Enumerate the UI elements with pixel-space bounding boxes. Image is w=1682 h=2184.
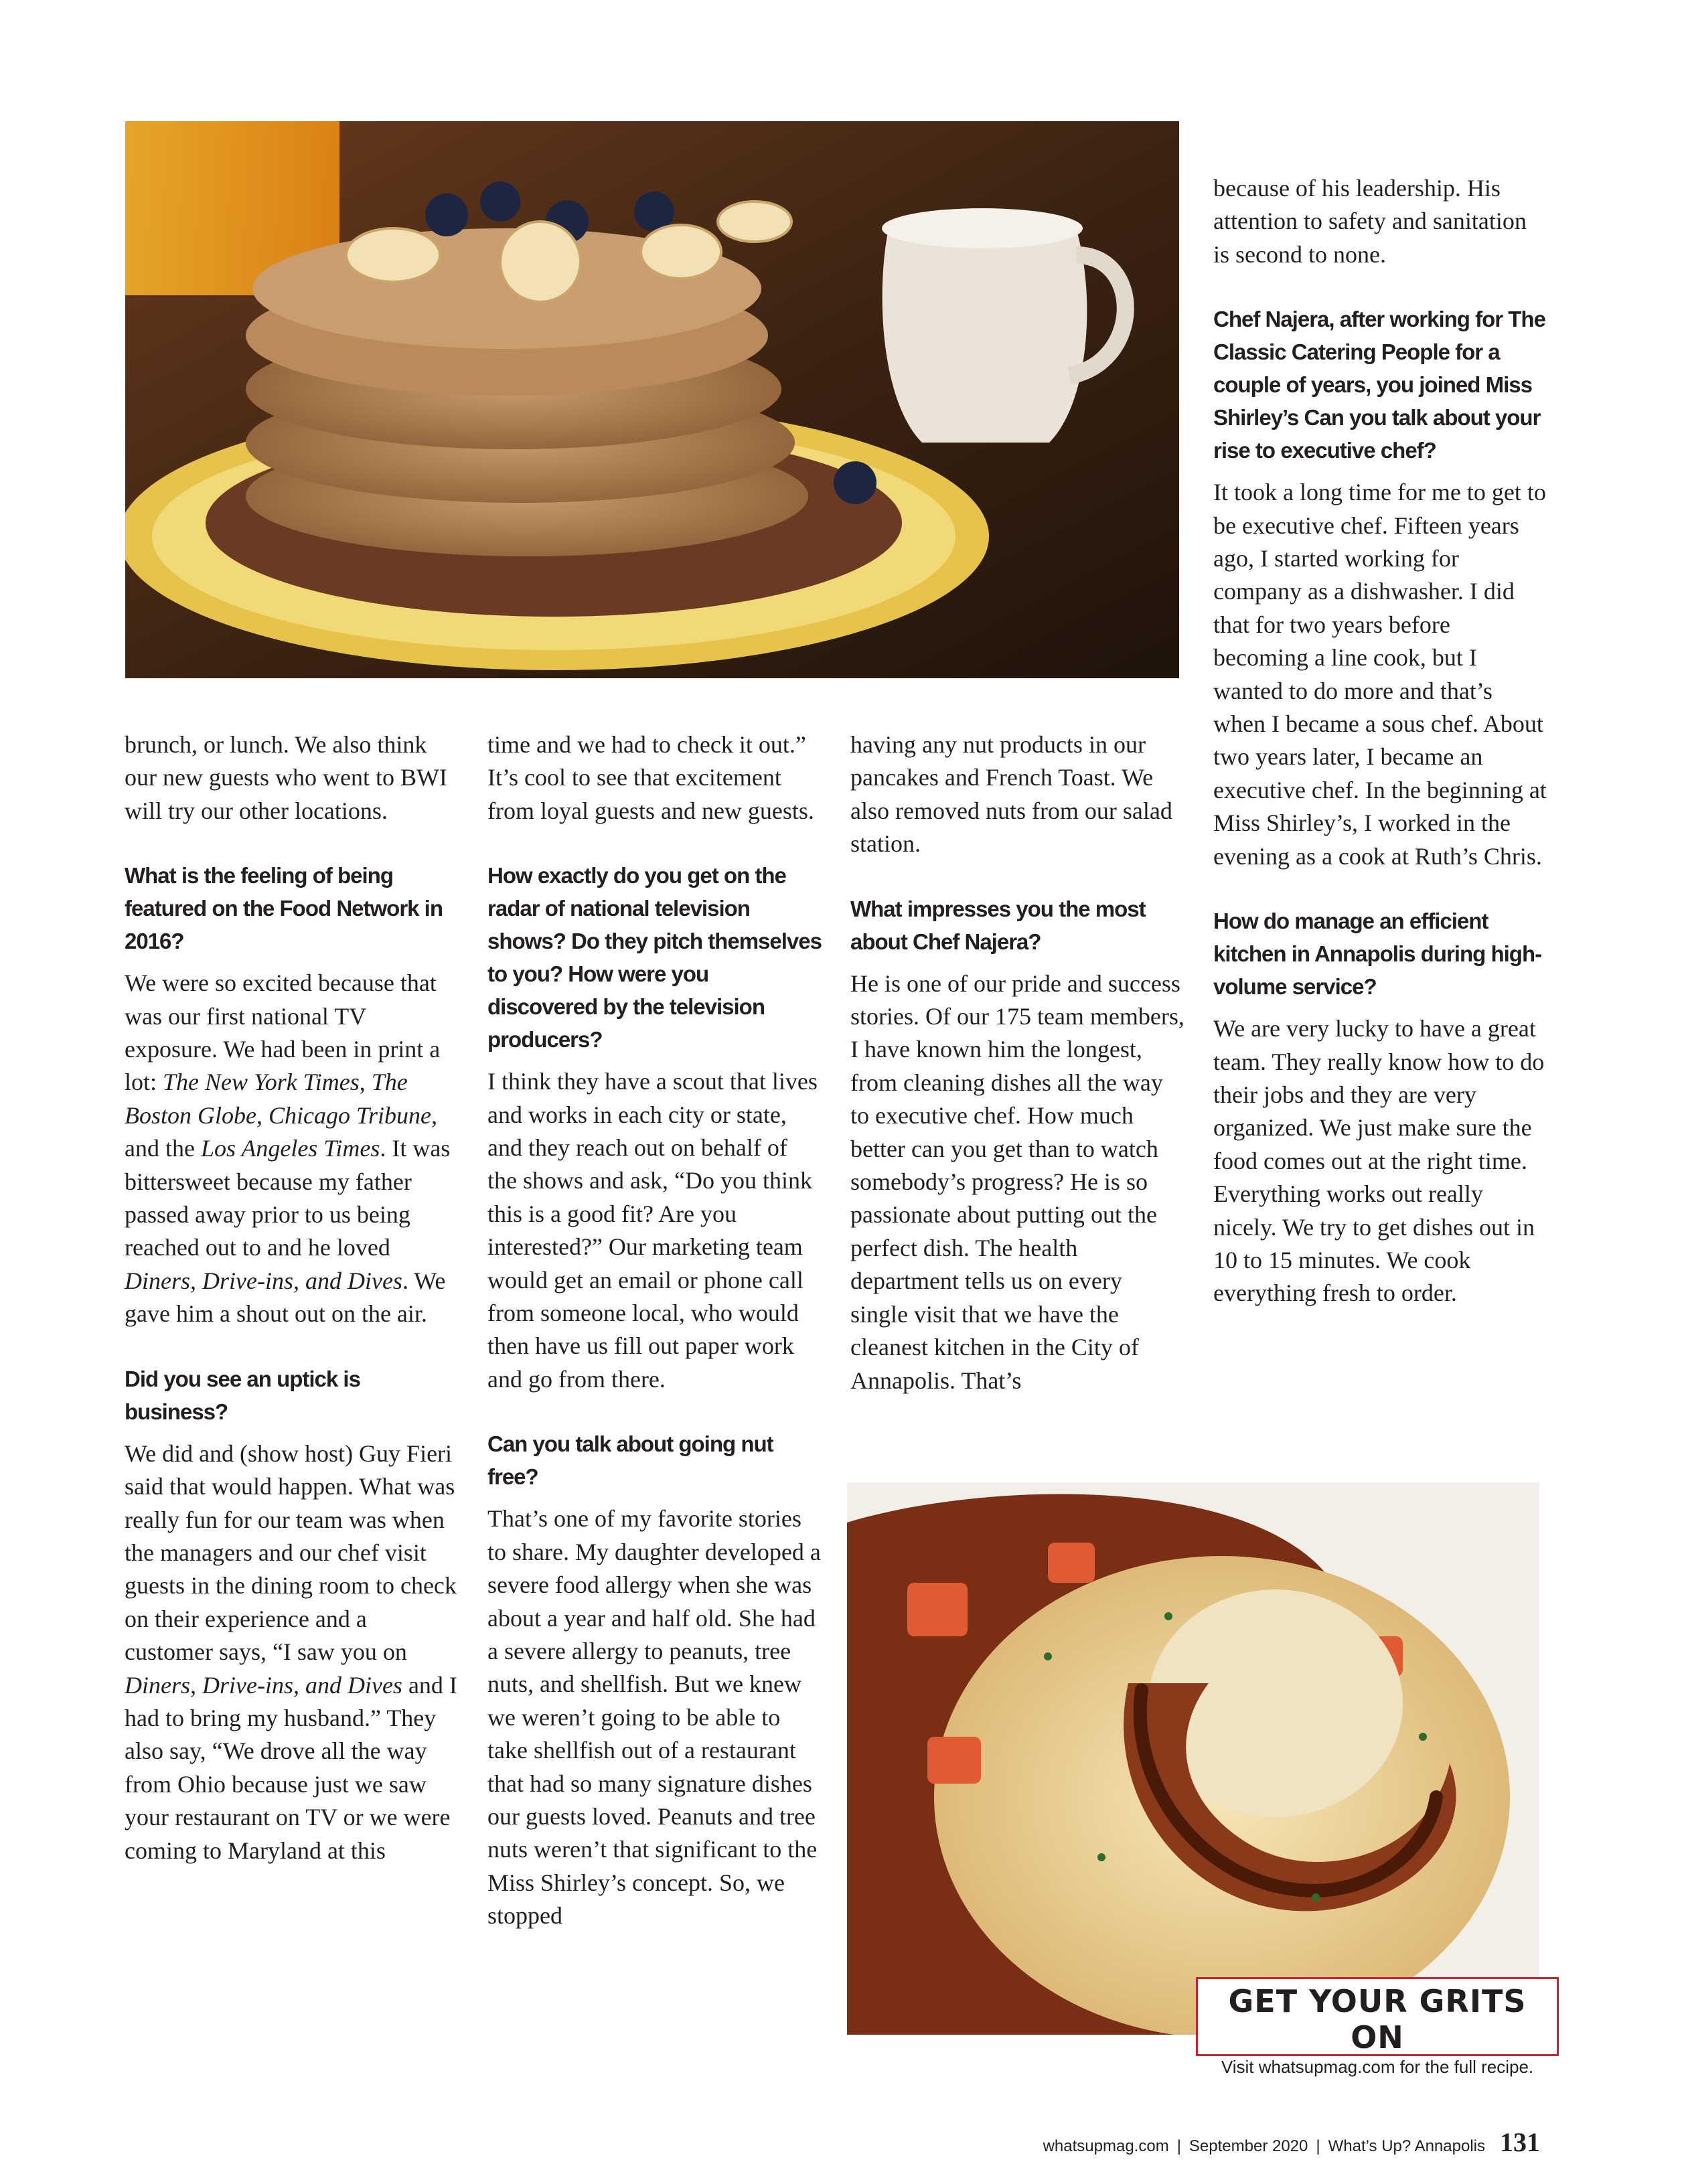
paragraph: time and we had to check it out.” It’s cool to see that excitement from loyal guests and new guests. xyxy=(487,731,814,824)
column-4 xyxy=(1213,172,1548,1310)
paragraph: brunch, or lunch. We also think our new guests who went to BWI will try our other locations. xyxy=(125,731,447,824)
text-run: , and the xyxy=(125,1101,438,1162)
text-run: . It was bittersweet because my father passed away prior to us being reached out to and he loved xyxy=(125,1135,451,1261)
callout-title: GET YOUR GRITS ON xyxy=(1228,1983,1527,2055)
answer-paragraph: He is one of our pride and success stories. Of our 175 team members, I have known him the longest, from cleaning dishes all the way to executive chef. How much better can you get than to watch somebody’s progress? He is so passionate about putting out the perfect dish. The health department tells us on every single visit that we have the cleanest kitchen in the City of Annapolis. That’s xyxy=(850,969,1184,1394)
shrimp-grits-photo xyxy=(847,1482,1539,2035)
answer-paragraph xyxy=(125,1437,459,1867)
publication-title: The New York Times xyxy=(163,1069,360,1096)
answer-paragraph: That’s one of my favorite stories to share. My daughter developed a severe food allergy when she was about a year and half old. She had a severe allergy to peanuts, tree nuts, and shellfish. But we knew we weren’t going to be able to take shellfish out of a restaurant that had so many signature dishes our guests loved. Peanuts and tree nuts weren’t that significant to the Miss Shirley’s concept. So, we stopped xyxy=(487,1505,821,1930)
show-title: Diners, Drive-ins, and Dives xyxy=(125,1267,402,1294)
column-3 xyxy=(850,728,1185,1397)
text-run: . We gave him a shout out on the air. xyxy=(125,1267,446,1328)
publication-title: Chicago Tribune xyxy=(268,1101,432,1129)
footer-site[interactable]: whatsupmag.com xyxy=(1043,2137,1169,2155)
pancakes-photo xyxy=(125,121,1179,678)
footer-separator: | xyxy=(1176,2137,1181,2155)
show-title: Diners, Drive-ins, and Dives xyxy=(125,1671,402,1699)
paragraph: because of his leadership. His attention to safety and sanitation is second to none. xyxy=(1213,175,1527,268)
recipe-callout xyxy=(1196,1977,1559,2077)
question-heading: Did you see an uptick is business? xyxy=(125,1366,360,1424)
text-run: We were so excited because that was our first national TV exposure. We had been in print a lot: xyxy=(125,969,441,1096)
page-number: 131 xyxy=(1500,2127,1540,2157)
answer-paragraph: I think they have a scout that lives and works in each city or state, and they reach out on behalf of the shows and ask, “Do you think this is a good fit? Are you interested?” Our marketing team would get an email or phone call from someone local, who would then have us fill out paper work and go from there. xyxy=(487,1068,818,1393)
column-2 xyxy=(487,728,822,1933)
question-heading: How exactly do you get on the radar of national television shows? Do they pitch themselves to you? How were you discovered by the television producers? xyxy=(487,863,822,1052)
answer-paragraph: It took a long time for me to get to be executive chef. Fifteen years ago, I started working for company as a dishwasher. I did that for two years before becoming a line cook, but I wanted to do more and that’s when I became a sous chef. About two years later, I became an executive chef. In the beginning at Miss Shirley’s, I worked in the evening as a cook at Ruth’s Chris. xyxy=(1213,479,1547,870)
publication-title: Los Angeles Times xyxy=(200,1135,380,1162)
column-1 xyxy=(125,728,459,1867)
page-footer xyxy=(1043,2126,1540,2158)
shrimp-grits-illustration xyxy=(847,1482,1539,2035)
question-heading: Chef Najera, after working for The Classic Catering People for a couple of years, you joined Miss Shirley’s Can you talk about your rise to executive chef? xyxy=(1213,307,1545,463)
callout-link[interactable]: Visit whatsupmag.com for the full recipe. xyxy=(1221,2057,1534,2077)
question-heading: How do manage an efficient kitchen in Annapolis during high-volume service? xyxy=(1213,909,1542,1000)
text-run: and I had to bring my husband.” They also say, “We drove all the way from Ohio because just we saw your restaurant on TV or we were coming to Maryland at this xyxy=(125,1671,457,1864)
footer-separator: | xyxy=(1316,2137,1320,2155)
pancakes-illustration xyxy=(125,121,1179,678)
question-heading: What is the feeling of being featured on the Food Network in 2016? xyxy=(125,863,443,954)
publication-title: The Boston Globe xyxy=(125,1069,408,1129)
footer-publication: What’s Up? Annapolis xyxy=(1328,2137,1485,2155)
paragraph: having any nut products in our pancakes and French Toast. We also removed nuts from our salad station. xyxy=(850,731,1172,858)
question-heading: What impresses you the most about Chef Najera? xyxy=(850,896,1146,954)
footer-date: September 2020 xyxy=(1189,2137,1308,2155)
question-heading: Can you talk about going nut free? xyxy=(487,1431,773,1490)
answer-paragraph: We are very lucky to have a great team. They really know how to do their jobs and they are very organized. We just make sure the food comes out at the right time. Everything works out really nicely. We try to get dishes out in 10 to 15 minutes. We cook everything fresh to order. xyxy=(1213,1015,1545,1307)
text-run: We did and (show host) Guy Fieri said that would happen. What was really fun for our team was when the managers and our chef visit guests in the dining room to check on their experience and a customer says, “I saw you on xyxy=(125,1439,457,1666)
answer-paragraph: We were so excited because that was our first national TV exposure. We had been in print a lot: The New York Times, The Boston Globe, Chicago Tribune, and the Los Angeles Times. It was bittersweet because my father passed away prior to us being reached out to and he loved Diners, Drive-ins, and Dives. We gave him a shout out on the air. xyxy=(125,969,451,1328)
